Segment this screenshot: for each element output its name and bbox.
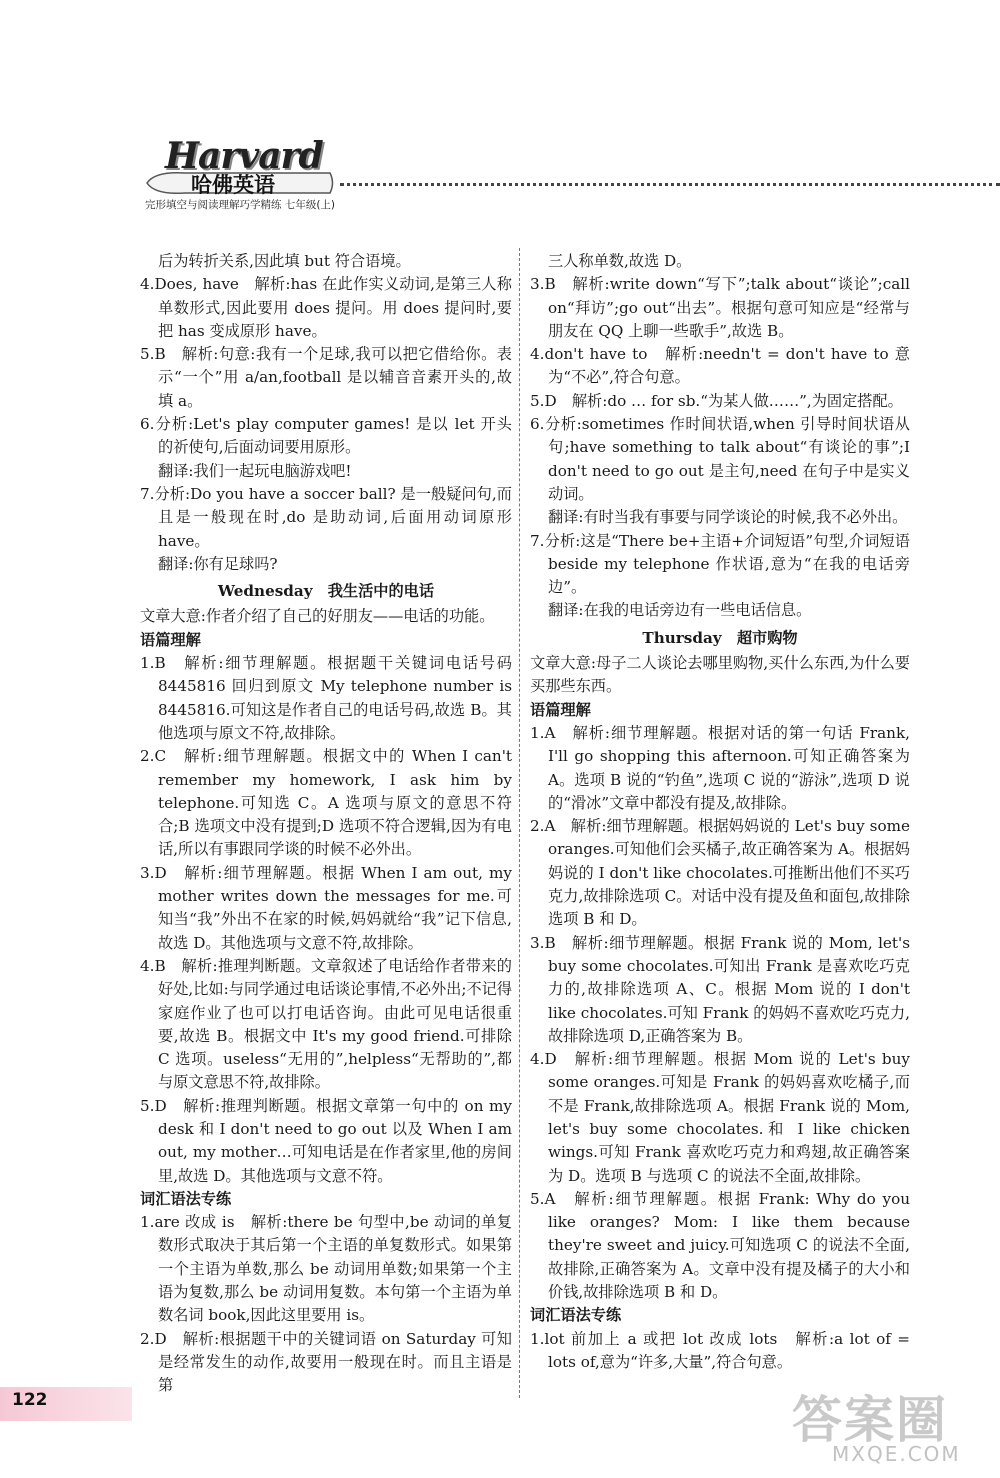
article-gist: 文章大意:母子二人谈论去哪里购物,买什么东西,为什么要买那些东西。 [530,654,910,696]
subsection-reading: 语篇理解 [530,700,591,719]
reading-answer-1: 1.A 解析:细节理解题。根据对话的第一句话 Frank, I'll go shopping this afternoon.可知正确答案为 A。选项 B 说的“钓鱼”,选项 C 说的“游泳”,选项 D 说的“滑冰”文章中都没有提及,故排除。 [530,723,910,812]
vocab-answer-7: 7.分析:这是“There be+主语+介词短语”句型,介词短语 beside my telephone 作状语,意为“在我的电话旁边”。 [530,531,910,597]
section-title-thursday: Thursday 超市购物 [642,628,798,647]
vocab-answer-3: 3.B 解析:write down“写下”;talk about“谈论”;call on“拜访”;go out“出去”。根据句意可知应是“经常与朋友在 QQ 上聊一些歌手”,故选 B。 [530,275,910,340]
reading-answer-3: 3.B 解析:细节理解题。根据 Frank 说的 Mom, let's buy some chocolates.可知出 Frank 是喜欢吃巧克力的,故排除选项 A、C。根据 Mom 说的 I don't like chocolates.可知 Frank 的妈妈不喜欢吃巧克力,故排除选项 D,正确答案为 B。 [530,933,911,1045]
translation-7: 翻译:你有足球吗? [158,554,278,573]
answer-item-5: 5.B 解析:句意:我有一个足球,我可以把它借给你。表示“一个”用 a/an,football 是以辅音音素开头的,故填 a。 [140,345,512,410]
reading-answer-4: 4.B 解析:推理判断题。文章叙述了电话给作者带来的好处,比如:与同学通过电话谈论事情,不必外出;不记得家庭作业了也可以打电话咨询。由此可见电话很重要,故选 B。根据文中 It's my good friend.可排除 C 选项。useless“无用的”,helpless“无帮助的”,都与原文意思不符,故排除。 [140,956,513,1092]
harvard-logo [145,135,340,213]
answer-item-6: 6.分析:Let's play computer games! 是以 let 开头的祈使句,后面动词要用原形。 [140,415,512,457]
answer-continued: 三人称单数,故选 D。 [548,252,692,270]
answer-item-4: 4.Does, have 解析:has 在此作实义动词,是第三人称单数形式,因此要用 does 提问。用 does 提问时,要把 has 变成原形 have。 [140,275,512,340]
reading-answer-5: 5.A 解析:细节理解题。根据 Frank: Why do you like oranges? Mom: I like them because they're sweet and juicy.可知选项 C 的说法不全面,故排除,正确答案为 A。文章中没有提及橘子的大小和价钱,故排除选项 B 和 D。 [530,1189,910,1302]
header-dotted-rule [340,183,1000,186]
translation-r7: 翻译:在我的电话旁边有一些电话信息。 [548,601,812,620]
subsection-vocab: 词汇语法专练 [140,1189,232,1208]
vocab-answer-2: 2.D 解析:根据题干中的关键词语 on Saturday 可知是经常发生的动作,故要用一般现在时。而且主语是第 [140,1329,512,1395]
translation-6: 翻译:我们一起玩电脑游戏吧! [158,461,352,480]
vocab-answer-1: 1.are 改成 is 解析:there be 句型中,be 动词的单复数形式取决于其后第一个主语的单复数形式。如果第一个主语为单数,那么 be 动词用单数;如果第一个主语为复数,那么 be 动词用复数。本句第一个主语为单数名词 book,因此这里要用 is。 [140,1213,512,1325]
article-gist: 文章大意:作者介绍了自己的好朋友——电话的功能。 [140,607,495,626]
reading-answer-2: 2.A 解析:细节理解题。根据妈妈说的 Let's buy some oranges.可知他们会买橘子,故正确答案为 A。根据妈妈说的 I don't like chocolates.可推断出他们不买巧克力,故排除选项 C。对话中没有提及鱼和面包,故排除选项 B 和 D。 [530,817,910,929]
watermark-logo-text: 答案圈 [792,1391,948,1449]
subsection-vocab: 词汇语法专练 [530,1306,622,1325]
translation-r6: 翻译:有时当我有事要与同学谈论的时候,我不必外出。 [548,508,908,527]
column-divider [519,248,520,1398]
right-column [530,250,910,1374]
page-number: 122 [12,1390,48,1410]
section-title-wednesday: Wednesday 我生活中的电话 [217,582,435,601]
answer-item-7: 7.分析:Do you have a soccer ball? 是一般疑问句,而且是一般现在时,do 是助动词,后面用动词原形 have。 [140,484,512,550]
watermark [782,1380,982,1470]
answer-continued: 后为转折关系,因此填 but 符合语境。 [158,252,411,270]
subsection-reading: 语篇理解 [140,630,201,649]
left-column [140,250,512,1398]
watermark-url: MXQE.COM [832,1442,961,1466]
reading-answer-3: 3.D 解析:细节理解题。根据 When I am out, my mother writes down the messages for me.可知当“我”外出不在家的时候,妈妈就给“我”记下信息,故选 D。其他选项与文意不符,故排除。 [140,863,512,952]
reading-answer-4: 4.D 解析:细节理解题。根据 Mom 说的 Let's buy some oranges.可知是 Frank 的妈妈喜欢吃橘子,而不是 Frank,故排除选项 A。根据 Frank 说的 Mom, let's buy some chocolates.和 I like chicken wings.可知 Frank 喜欢吃巧克力和鸡翅,故正确答案为 D。选项 B 与选项 C 的说法不全面,故排除。 [530,1050,910,1185]
reading-answer-1: 1.B 解析:细节理解题。根据题干关键词电话号码 8445816 回归到原文 My telephone number is 8445816.可知这是作者自己的电话号码,故选 B。其他选项与原文不符,故排除。 [140,654,512,742]
vocab-answer-4: 4.don't have to 解析:needn't = don't have to 意为“不必”,符合句意。 [530,345,910,387]
vocab-answer-1: 1.lot 前加上 a 或把 lot 改成 lots 解析:a lot of = lots of,意为“许多,大量”,符合句意。 [530,1329,910,1371]
page-header [145,135,1000,215]
vocab-answer-6: 6.分析:sometimes 作时间状语,when 引导时间状语从句;have something to talk about“有谈论的事”;I don't need to go out 是主句,need 在句子中是实义动词。 [530,415,910,503]
reading-answer-5: 5.D 解析:推理判断题。根据文章第一句中的 on my desk 和 I don't need to go out 以及 When I am out, my mother…可知电话是在作者家里,他的房间里,故选 D。其他选项与文意不符。 [140,1096,512,1185]
book-subtitle: 完形填空与阅读理解巧学精练 七年级(上) [145,199,336,211]
vocab-answer-5: 5.D 解析:do … for sb.“为某人做……”,为固定搭配。 [530,391,903,410]
logo-wordmark: Harvard [165,135,323,177]
logo-chinese-title: 哈佛英语 [191,173,275,197]
reading-answer-2: 2.C 解析:细节理解题。根据文中的 When I can't remember my homework, I ask him by telephone.可知选 C。A 选项与原文的意思不符合;B 选项文中没有提到;D 选项不符合逻辑,因为有电话,所以有事跟同学谈的时候不必外出。 [140,747,512,859]
